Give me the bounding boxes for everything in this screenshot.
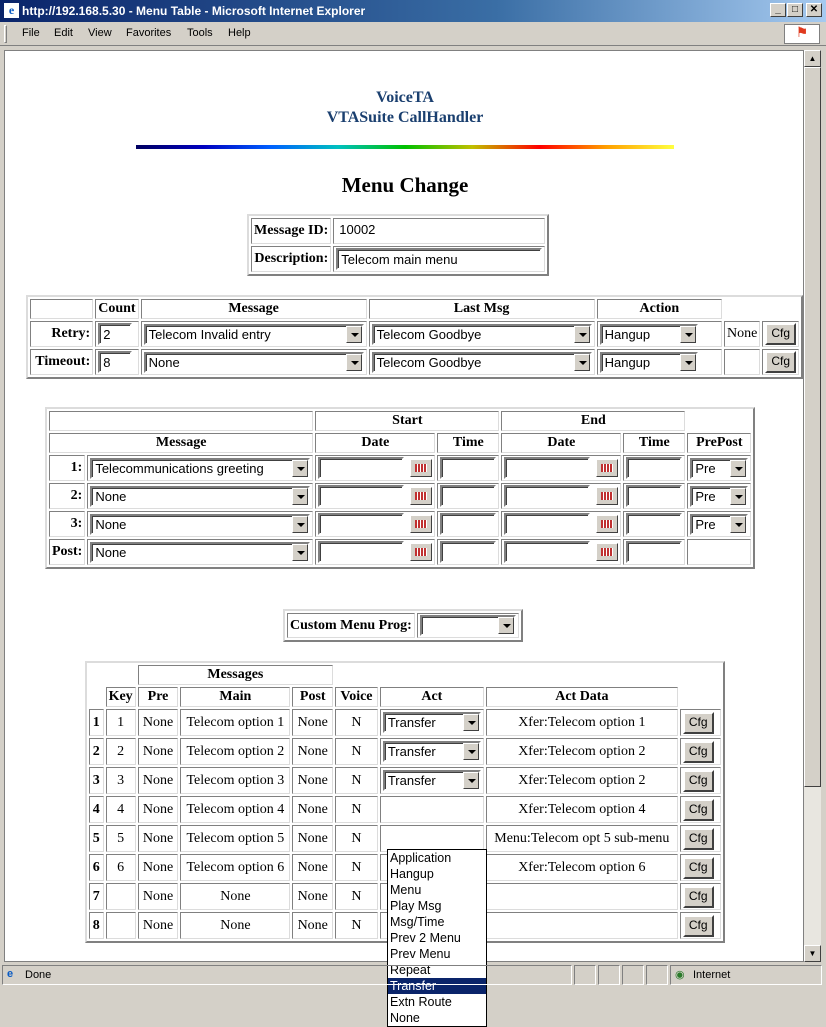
dropdown-option[interactable]: Hangup <box>390 867 434 881</box>
message-id-text: 10002 <box>336 220 542 242</box>
cfg-button[interactable]: Cfg <box>683 799 714 821</box>
act-header: Act <box>380 687 484 707</box>
chevron-down-icon <box>346 326 362 343</box>
status-pane <box>646 965 668 985</box>
ie-icon: e <box>4 3 19 18</box>
status-bar <box>0 963 826 987</box>
select-value: Transfer <box>387 744 436 759</box>
act-select[interactable] <box>383 770 481 791</box>
voice-cell: N <box>335 738 378 765</box>
main-cell: Telecom option 2 <box>180 738 290 765</box>
calendar-icon[interactable] <box>596 459 618 477</box>
start-date-cell <box>315 455 435 481</box>
key-cell: 3 <box>106 767 136 794</box>
chevron-down-icon <box>730 516 746 533</box>
chevron-down-icon <box>463 772 479 789</box>
minimize-button[interactable]: _ <box>770 3 786 17</box>
start-date-input[interactable] <box>318 541 404 563</box>
prepost-select[interactable] <box>690 458 748 479</box>
custom-menu-cell <box>417 613 519 638</box>
menu-bar <box>0 22 826 46</box>
action-header: Action <box>597 299 722 319</box>
key-cell <box>106 912 136 939</box>
voice-cell: N <box>335 825 378 852</box>
pre-cell: None <box>138 883 179 910</box>
act-cell <box>380 767 484 794</box>
key-cell: 4 <box>106 796 136 823</box>
rainbow-divider <box>136 145 674 149</box>
select-value: Pre <box>695 460 716 476</box>
dropdown-option[interactable]: None <box>390 1011 420 1025</box>
select-value: Transfer <box>387 715 436 730</box>
voice-header: Voice <box>335 687 378 707</box>
calendar-icon[interactable] <box>410 459 432 477</box>
status-pane <box>622 965 644 985</box>
act-dropdown-list[interactable] <box>387 849 487 1027</box>
row-number: 8 <box>89 912 104 939</box>
vertical-scrollbar[interactable] <box>804 50 821 962</box>
start-time-input[interactable] <box>440 485 496 507</box>
voice-cell: N <box>335 709 378 736</box>
end-time-input[interactable] <box>626 541 682 563</box>
message-header: Message <box>141 299 367 319</box>
chevron-down-icon <box>498 617 514 634</box>
voice-cell: N <box>335 767 378 794</box>
end-date-cell <box>501 455 621 481</box>
schedule-message-select[interactable] <box>90 514 310 535</box>
pre-cell: None <box>138 796 179 823</box>
chevron-down-icon <box>292 488 308 505</box>
act-data-cell <box>486 912 678 939</box>
menu-file[interactable]: File <box>22 27 40 39</box>
act-cell <box>380 825 484 852</box>
main-cell: Telecom option 1 <box>180 709 290 736</box>
retry-none-label: None <box>724 321 760 347</box>
scroll-up-icon[interactable]: ▲ <box>804 50 821 67</box>
start-time-cell <box>437 511 499 537</box>
timeout-count-cell <box>95 349 138 375</box>
retry-action-select[interactable] <box>600 324 698 345</box>
schedule-row-label: Post: <box>49 539 85 565</box>
dropdown-option[interactable]: Extn Route <box>390 995 452 1009</box>
prepost-cell <box>687 511 751 537</box>
timeout-msg-cell <box>141 349 367 375</box>
start-time-input[interactable] <box>440 457 496 479</box>
act-cell <box>380 738 484 765</box>
select-value: None <box>95 488 127 504</box>
act-data-cell: Xfer:Telecom option 4 <box>486 796 678 823</box>
key-cell: 2 <box>106 738 136 765</box>
act-select[interactable] <box>383 712 481 733</box>
start-time-cell <box>437 483 499 509</box>
end-time-header: Time <box>623 433 685 453</box>
row-number: 7 <box>89 883 104 910</box>
prepost-select[interactable] <box>690 486 748 507</box>
act-select[interactable] <box>383 741 481 762</box>
description-label: Description: <box>251 246 331 272</box>
retry-action-cell <box>597 321 722 347</box>
timeout-action-value: Hangup <box>604 354 651 370</box>
end-date-input[interactable] <box>504 513 590 535</box>
retry-message-value: Telecom Invalid entry <box>148 326 271 342</box>
end-time-cell <box>623 539 685 565</box>
row-number: 5 <box>89 825 104 852</box>
prepost-cell <box>687 455 751 481</box>
start-date-input[interactable] <box>318 485 404 507</box>
schedule-message-select[interactable] <box>90 542 310 563</box>
select-value: None <box>95 544 127 560</box>
select-value: None <box>95 516 127 532</box>
timeout-message-value: None <box>148 354 180 370</box>
blank-header <box>680 687 721 707</box>
status-text: Done <box>25 969 52 981</box>
timeout-last-value: Telecom Goodbye <box>376 354 482 370</box>
table-row <box>89 738 721 765</box>
pre-cell: None <box>138 738 179 765</box>
retry-last-value: Telecom Goodbye <box>376 326 482 342</box>
prepost-cell <box>687 539 751 565</box>
row-number: 2 <box>89 738 104 765</box>
zone-box <box>670 965 822 985</box>
cfg-cell <box>680 796 721 823</box>
cfg-cell <box>680 912 721 939</box>
act-data-cell: Xfer:Telecom option 2 <box>486 738 678 765</box>
end-time-cell <box>623 483 685 509</box>
pre-cell: None <box>138 912 179 939</box>
window-titlebar <box>0 0 826 22</box>
chevron-down-icon <box>574 326 590 343</box>
row-number: 6 <box>89 854 104 881</box>
act-data-cell: Xfer:Telecom option 2 <box>486 767 678 794</box>
end-date-header: Date <box>501 433 621 453</box>
menu-edit[interactable]: Edit <box>54 27 73 39</box>
start-date-cell <box>315 511 435 537</box>
timeout-action-cell <box>597 349 722 375</box>
end-time-cell <box>623 511 685 537</box>
blank-header <box>49 411 313 431</box>
timeout-cfg-button[interactable]: Cfg <box>765 351 796 373</box>
cfg-button[interactable]: Cfg <box>683 915 714 937</box>
retry-msg-cell <box>141 321 367 347</box>
end-date-input[interactable] <box>504 485 590 507</box>
key-cell: 6 <box>106 854 136 881</box>
chevron-down-icon <box>463 743 479 760</box>
post-cell: None <box>292 854 333 881</box>
post-cell: None <box>292 796 333 823</box>
end-time-input[interactable] <box>626 513 682 535</box>
post-cell: None <box>292 767 333 794</box>
calendar-icon[interactable] <box>410 543 432 561</box>
retry-label: Retry: <box>30 321 93 347</box>
menu-tools[interactable]: Tools <box>187 27 213 39</box>
chevron-down-icon <box>292 460 308 477</box>
timeout-action-select[interactable] <box>600 352 698 373</box>
table-row <box>89 796 721 823</box>
scroll-down-icon[interactable]: ▼ <box>804 945 821 962</box>
app-subtitle: VTASuite CallHandler <box>326 109 484 126</box>
retry-cfg-button[interactable]: Cfg <box>765 323 796 345</box>
timeout-count-input[interactable]: 8 <box>98 351 132 373</box>
select-value: Telecommunications greeting <box>95 460 264 476</box>
row-number: 3 <box>89 767 104 794</box>
retry-action-value: Hangup <box>604 326 651 342</box>
main-cell: None <box>180 883 290 910</box>
voice-cell: N <box>335 912 378 939</box>
chevron-down-icon <box>292 516 308 533</box>
act-data-cell <box>486 883 678 910</box>
chevron-down-icon <box>680 354 696 371</box>
toolbar-grip <box>4 25 7 43</box>
cfg-cell <box>680 738 721 765</box>
cfg-button[interactable]: Cfg <box>683 857 714 879</box>
chevron-down-icon <box>346 354 362 371</box>
schedule-row-label: 1: <box>49 455 85 481</box>
calendar-icon[interactable] <box>596 487 618 505</box>
globe-icon: ◉ <box>675 969 685 981</box>
end-date-cell <box>501 483 621 509</box>
description-input[interactable]: Telecom main menu <box>336 248 542 270</box>
cfg-button[interactable]: Cfg <box>683 741 714 763</box>
select-value: Transfer <box>387 773 436 788</box>
end-time-input[interactable] <box>626 457 682 479</box>
cfg-cell <box>680 767 721 794</box>
dropdown-option[interactable]: Menu <box>390 883 422 897</box>
blank-header <box>89 665 104 685</box>
chevron-down-icon <box>463 714 479 731</box>
table-row <box>89 767 721 794</box>
main-cell: Telecom option 3 <box>180 767 290 794</box>
retry-last-select[interactable] <box>372 324 592 345</box>
start-time-input[interactable] <box>440 541 496 563</box>
act-cell <box>380 709 484 736</box>
key-cell: 5 <box>106 825 136 852</box>
post-cell: None <box>292 883 333 910</box>
blank-header <box>106 665 136 685</box>
timeout-last-select[interactable] <box>372 352 592 373</box>
end-time-cell <box>623 455 685 481</box>
start-time-input[interactable] <box>440 513 496 535</box>
message-id-label: Message ID: <box>251 218 331 244</box>
app-name: VoiceTA <box>376 89 434 106</box>
schedule-row-label: 3: <box>49 511 85 537</box>
main-cell: Telecom option 4 <box>180 796 290 823</box>
timeout-cfg-cell <box>762 349 799 375</box>
timeout-message-select[interactable] <box>144 352 364 373</box>
dropdown-option[interactable]: Prev 2 Menu <box>390 931 461 945</box>
start-time-header: Time <box>437 433 499 453</box>
chevron-down-icon <box>730 488 746 505</box>
end-date-input[interactable] <box>504 541 590 563</box>
chevron-down-icon <box>730 460 746 477</box>
key-header: Key <box>106 687 136 707</box>
post-cell: None <box>292 825 333 852</box>
pre-cell: None <box>138 767 179 794</box>
cfg-cell <box>680 825 721 852</box>
calendar-icon[interactable] <box>410 515 432 533</box>
blank-header2 <box>687 411 751 431</box>
prepost-header: PrePost <box>687 433 751 453</box>
scroll-thumb[interactable] <box>804 67 821 787</box>
menu-help[interactable]: Help <box>228 27 251 39</box>
retry-count-cell <box>95 321 138 347</box>
voice-cell: N <box>335 796 378 823</box>
key-cell: 1 <box>106 709 136 736</box>
dropdown-option[interactable]: Play Msg <box>390 899 442 913</box>
end-date-input[interactable] <box>504 457 590 479</box>
window-title: http://192.168.5.30 - Menu Table - Microsoft Internet Explorer <box>22 4 366 18</box>
act-data-cell: Xfer:Telecom option 6 <box>486 854 678 881</box>
pre-cell: None <box>138 709 179 736</box>
status-text-box <box>2 965 572 985</box>
start-date-input[interactable] <box>318 513 404 535</box>
dropdown-option[interactable]: Transfer <box>388 978 486 994</box>
start-time-cell <box>437 455 499 481</box>
voice-cell: N <box>335 854 378 881</box>
description-cell <box>333 246 545 272</box>
last-msg-header: Last Msg <box>369 299 595 319</box>
calendar-icon[interactable] <box>596 543 618 561</box>
page-title: Menu Change <box>341 173 469 197</box>
pre-header: Pre <box>138 687 179 707</box>
act-data-cell: Menu:Telecom opt 5 sub-menu <box>486 825 678 852</box>
start-time-cell <box>437 539 499 565</box>
page-icon: e <box>7 968 14 980</box>
retry-count-input[interactable]: 2 <box>98 323 132 345</box>
custom-menu-label: Custom Menu Prog: <box>287 613 415 638</box>
post-cell: None <box>292 912 333 939</box>
retry-last-cell <box>369 321 595 347</box>
custom-menu-table <box>283 609 523 642</box>
cfg-button[interactable]: Cfg <box>683 712 714 734</box>
msg-cell <box>87 511 313 537</box>
start-date-cell <box>315 483 435 509</box>
blank-header <box>30 299 93 319</box>
timeout-last-cell <box>369 349 595 375</box>
cfg-cell <box>680 854 721 881</box>
end-date-cell <box>501 511 621 537</box>
message-header: Message <box>49 433 313 453</box>
act-cell <box>380 796 484 823</box>
start-header: Start <box>315 411 499 431</box>
start-date-cell <box>315 539 435 565</box>
maximize-button[interactable]: □ <box>787 3 803 17</box>
calendar-icon[interactable] <box>596 515 618 533</box>
main-cell: None <box>180 912 290 939</box>
chevron-down-icon <box>574 354 590 371</box>
blank-header2 <box>724 299 799 319</box>
msg-cell <box>87 539 313 565</box>
pre-cell: None <box>138 825 179 852</box>
cfg-button[interactable]: Cfg <box>683 770 714 792</box>
retry-cfg-cell <box>762 321 799 347</box>
schedule-row-label: 2: <box>49 483 85 509</box>
main-cell: Telecom option 6 <box>180 854 290 881</box>
voice-cell: N <box>335 883 378 910</box>
row-number: 4 <box>89 796 104 823</box>
post-cell: None <box>292 738 333 765</box>
menu-view[interactable]: View <box>88 27 112 39</box>
status-pane <box>598 965 620 985</box>
cfg-button[interactable]: Cfg <box>683 886 714 908</box>
close-button[interactable]: ✕ <box>806 3 822 17</box>
start-date-input[interactable] <box>318 457 404 479</box>
dropdown-option[interactable]: Prev Menu <box>390 947 451 961</box>
schedule-message-select[interactable] <box>90 458 310 479</box>
blank-header <box>89 687 104 707</box>
dropdown-option[interactable]: Repeat <box>390 963 431 977</box>
prepost-cell <box>687 483 751 509</box>
table-row <box>89 709 721 736</box>
blank-header <box>380 665 721 685</box>
retry-table <box>26 295 803 379</box>
cfg-cell <box>680 709 721 736</box>
schedule-table <box>45 407 755 569</box>
cfg-button[interactable]: Cfg <box>683 828 714 850</box>
count-header: Count <box>95 299 138 319</box>
messages-header: Messages <box>138 665 333 685</box>
prepost-select[interactable] <box>690 514 748 535</box>
status-pane <box>574 965 596 985</box>
select-value: Pre <box>695 516 716 532</box>
timeout-blank <box>724 349 760 375</box>
chevron-down-icon <box>292 544 308 561</box>
select-value: Pre <box>695 488 716 504</box>
msg-cell <box>87 483 313 509</box>
table-row <box>89 825 721 852</box>
dropdown-option[interactable]: Msg/Time <box>390 915 445 929</box>
post-header: Post <box>292 687 333 707</box>
row-number: 1 <box>89 709 104 736</box>
msg-cell <box>87 455 313 481</box>
act-data-cell: Xfer:Telecom option 1 <box>486 709 678 736</box>
schedule-message-select[interactable] <box>90 486 310 507</box>
end-date-cell <box>501 539 621 565</box>
pre-cell: None <box>138 854 179 881</box>
retry-message-select[interactable] <box>144 324 364 345</box>
main-cell: Telecom option 5 <box>180 825 290 852</box>
key-cell <box>106 883 136 910</box>
windows-logo-icon: ⚑ <box>784 24 820 44</box>
chevron-down-icon <box>680 326 696 343</box>
timeout-label: Timeout: <box>30 349 93 375</box>
cfg-cell <box>680 883 721 910</box>
main-header: Main <box>180 687 290 707</box>
dropdown-option[interactable]: Application <box>390 851 452 865</box>
post-cell: None <box>292 709 333 736</box>
blank-header <box>335 665 378 685</box>
end-header: End <box>501 411 685 431</box>
end-time-input[interactable] <box>626 485 682 507</box>
message-id-value <box>333 218 545 244</box>
start-date-header: Date <box>315 433 435 453</box>
calendar-icon[interactable] <box>410 487 432 505</box>
custom-menu-select[interactable] <box>420 615 516 636</box>
info-table <box>247 214 549 276</box>
menu-favorites[interactable]: Favorites <box>126 27 172 39</box>
zone-text: Internet <box>693 969 731 981</box>
act-data-header: Act Data <box>486 687 678 707</box>
